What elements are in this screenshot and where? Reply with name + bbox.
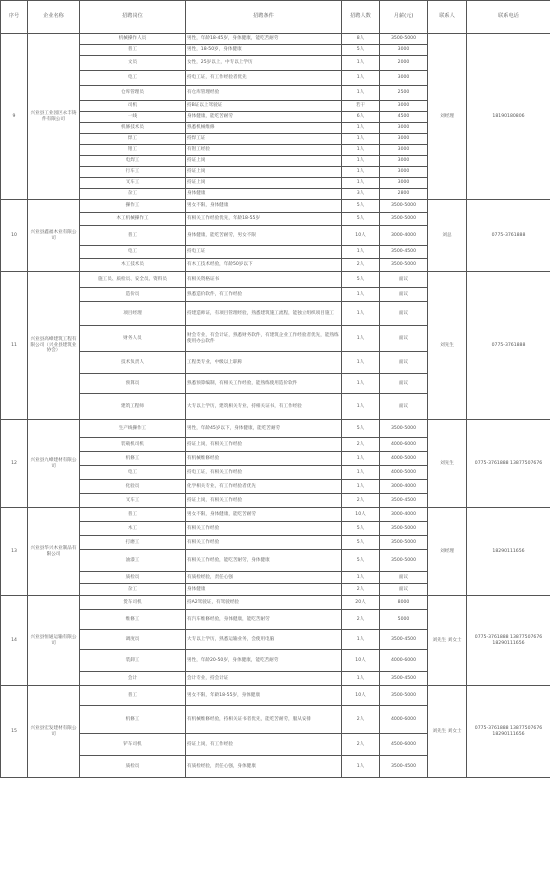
condition-cell: 工程类专业，中级以上职称: [186, 352, 342, 374]
company-name: 兴业县宏发建材有限公司: [28, 686, 80, 778]
position-cell: 项目经理: [80, 302, 186, 326]
condition-cell: 有质检经验，责任心强，身体健康: [186, 756, 342, 778]
salary-cell: 3000-4000: [380, 226, 428, 246]
condition-cell: 持证上岗: [186, 156, 342, 167]
company-no: 14: [1, 596, 28, 686]
salary-cell: 5000: [380, 610, 428, 630]
salary-cell: 面议: [380, 352, 428, 374]
condition-cell: 男女不限，身体健康: [186, 200, 342, 213]
count-cell: 1人: [342, 302, 380, 326]
position-cell: 普工: [80, 686, 186, 706]
position-cell: 施工员、质检员、安全员、资料员: [80, 272, 186, 288]
company-no: 15: [1, 686, 28, 778]
count-cell: 10人: [342, 508, 380, 522]
company-no: 9: [1, 34, 28, 200]
position-cell: 造价员: [80, 288, 186, 302]
count-cell: 2人: [342, 706, 380, 734]
count-cell: 1人: [342, 71, 380, 86]
condition-cell: 持证上岗，有相关工作经验: [186, 494, 342, 508]
table-row: [1, 686, 550, 706]
header-company: 企业名称: [28, 1, 80, 34]
company-name: 兴业县高峰建筑工程有限公司（兴业县建筑业协会）: [28, 272, 80, 420]
count-cell: 1人: [342, 86, 380, 101]
count-cell: 2人: [342, 610, 380, 630]
position-cell: 生产线操作工: [80, 420, 186, 438]
company-no: 11: [1, 272, 28, 420]
salary-cell: 2500: [380, 86, 428, 101]
condition-cell: 持证上岗: [186, 167, 342, 178]
condition-cell: 持焊工证: [186, 134, 342, 145]
company-phone: 0775-3761888 13877507676 18290111656: [467, 596, 550, 686]
position-cell: 电工: [80, 246, 186, 259]
count-cell: 2人: [342, 494, 380, 508]
condition-cell: 身体健康: [186, 584, 342, 596]
salary-cell: 4000-6000: [380, 438, 428, 452]
count-cell: 1人: [342, 452, 380, 466]
condition-cell: 男女不限，年龄18-55岁，身体健康: [186, 686, 342, 706]
header-row: [1, 1, 550, 34]
condition-cell: 持证上岗: [186, 178, 342, 189]
salary-cell: 4000-5000: [380, 452, 428, 466]
salary-cell: 3500-5000: [380, 686, 428, 706]
position-cell: 技术负责人: [80, 352, 186, 374]
count-cell: 6人: [342, 112, 380, 123]
condition-cell: 身体健康: [186, 189, 342, 200]
count-cell: 10人: [342, 226, 380, 246]
count-cell: 1人: [342, 394, 380, 420]
salary-cell: 面议: [380, 288, 428, 302]
count-cell: 1人: [342, 352, 380, 374]
count-cell: 1人: [342, 572, 380, 584]
condition-cell: 有质检经验，责任心强: [186, 572, 342, 584]
salary-cell: 面议: [380, 326, 428, 352]
position-cell: 机修技术员: [80, 123, 186, 134]
position-cell: 叉车工: [80, 178, 186, 189]
position-cell: 机修工: [80, 452, 186, 466]
count-cell: 5人: [342, 200, 380, 213]
salary-cell: 3500-5000: [380, 200, 428, 213]
position-cell: 电工: [80, 466, 186, 480]
condition-cell: 有汽车维修经验，身体健康，能吃苦耐劳: [186, 610, 342, 630]
header-conditions: 招聘条件: [186, 1, 342, 34]
salary-cell: 面议: [380, 302, 428, 326]
condition-cell: 持B证以上驾驶证: [186, 101, 342, 112]
count-cell: 1人: [342, 246, 380, 259]
position-cell: 质检员: [80, 756, 186, 778]
condition-cell: 身体健康，能吃苦耐劳，男女不限: [186, 226, 342, 246]
table-row: [1, 596, 550, 610]
count-cell: 1人: [342, 630, 380, 650]
table-row: [1, 420, 550, 438]
count-cell: 8人: [342, 34, 380, 45]
company-name: 兴业县鑫福木业有限公司: [28, 200, 80, 272]
condition-cell: 大专以上学历，建筑相关专业，持相关证书，有工作经验: [186, 394, 342, 420]
salary-cell: 3000: [380, 45, 428, 56]
count-cell: 1人: [342, 288, 380, 302]
count-cell: 1人: [342, 167, 380, 178]
company-phone: 18190180806: [467, 34, 550, 200]
position-cell: 电工: [80, 71, 186, 86]
salary-cell: 面议: [380, 584, 428, 596]
condition-cell: 有相关资格证书: [186, 272, 342, 288]
header-salary: 月薪(元): [380, 1, 428, 34]
condition-cell: 大专以上学历，熟悉运输业务，会使用电脑: [186, 630, 342, 650]
count-cell: 1人: [342, 466, 380, 480]
company-no: 10: [1, 200, 28, 272]
count-cell: 1人: [342, 145, 380, 156]
salary-cell: 3000: [380, 71, 428, 86]
position-cell: 焊工: [80, 134, 186, 145]
company-phone: 0775-3761888 13877507676 18290111656: [467, 686, 550, 778]
position-cell: 装卸工: [80, 650, 186, 672]
header-position: 招聘岗位: [80, 1, 186, 34]
salary-cell: 面议: [380, 374, 428, 394]
salary-cell: 3000: [380, 123, 428, 134]
salary-cell: 3500-4500: [380, 246, 428, 259]
position-cell: 电焊工: [80, 156, 186, 167]
count-cell: 1人: [342, 756, 380, 778]
count-cell: 5人: [342, 420, 380, 438]
condition-cell: 有相关工作经验: [186, 522, 342, 536]
salary-cell: 面议: [380, 572, 428, 584]
company-phone: 0775-3761888: [467, 272, 550, 420]
count-cell: 5人: [342, 550, 380, 572]
condition-cell: 女性，25岁以上，中专以上学历: [186, 56, 342, 71]
company-phone: 18290111656: [467, 508, 550, 596]
count-cell: 1人: [342, 156, 380, 167]
condition-cell: 男性，年龄18-45岁，身体健康，能吃苦耐劳: [186, 34, 342, 45]
count-cell: 2人: [342, 734, 380, 756]
position-cell: 杂工: [80, 584, 186, 596]
condition-cell: 化学相关专业，有工作经验者优先: [186, 480, 342, 494]
position-cell: 油漆工: [80, 550, 186, 572]
company-contact: 刘经理: [428, 34, 467, 200]
company-name: 兴业县九峰建材有限公司: [28, 420, 80, 508]
salary-cell: 3000: [380, 101, 428, 112]
position-cell: 木工技术员: [80, 259, 186, 272]
company-phone: 0775-3761888 13877507676: [467, 420, 550, 508]
salary-cell: 3500-4500: [380, 494, 428, 508]
salary-cell: 2000: [380, 56, 428, 71]
salary-cell: 3500-4500: [380, 630, 428, 650]
condition-cell: 持证上岗，有相关工作经验: [186, 438, 342, 452]
company-contact: 刘经理: [428, 508, 467, 596]
position-cell: 调度员: [80, 630, 186, 650]
header-no: 序号: [1, 1, 28, 34]
salary-cell: 面议: [380, 272, 428, 288]
count-cell: 2人: [342, 259, 380, 272]
condition-cell: 男性，18-50岁，身体健康: [186, 45, 342, 56]
count-cell: 1人: [342, 374, 380, 394]
position-cell: 机修工: [80, 706, 186, 734]
position-cell: 行车工: [80, 167, 186, 178]
condition-cell: 熟悉造价软件，有工作经验: [186, 288, 342, 302]
condition-cell: 有机械维修经验: [186, 452, 342, 466]
count-cell: 1人: [342, 134, 380, 145]
salary-cell: 4000-6000: [380, 650, 428, 672]
position-cell: 装载机司机: [80, 438, 186, 452]
company-contact: 刘总: [428, 200, 467, 272]
company-name: 兴业县恒通运输有限公司: [28, 596, 80, 686]
company-contact: 刘先生 刘女士: [428, 596, 467, 686]
count-cell: 20人: [342, 596, 380, 610]
salary-cell: 4500: [380, 112, 428, 123]
company-name: 兴业县华兴木业制品有限公司: [28, 508, 80, 596]
condition-cell: 有相关工作经验优先，年龄18-55岁: [186, 213, 342, 226]
count-cell: 10人: [342, 650, 380, 672]
salary-cell: 3000: [380, 134, 428, 145]
count-cell: 1人: [342, 480, 380, 494]
company-contact: 刘先生: [428, 272, 467, 420]
company-name: 兴业县工业园区永丰铸件有限公司: [28, 34, 80, 200]
count-cell: 1人: [342, 123, 380, 134]
salary-cell: 3500-5000: [380, 34, 428, 45]
condition-cell: 财会专业，有会计证，熟悉财务软件，有建筑企业工作经验者优先，能熟练使用办公软件: [186, 326, 342, 352]
condition-cell: 熟悉机械维修: [186, 123, 342, 134]
position-cell: 一线: [80, 112, 186, 123]
salary-cell: 3500-5000: [380, 536, 428, 550]
salary-cell: 3000: [380, 156, 428, 167]
position-cell: 文员: [80, 56, 186, 71]
condition-cell: 有木工技术经验，年龄50岁以下: [186, 259, 342, 272]
condition-cell: 持A2驾驶证，有驾驶经验: [186, 596, 342, 610]
count-cell: 1人: [342, 326, 380, 352]
position-cell: 仓库管理员: [80, 86, 186, 101]
condition-cell: 持证上岗，有工作经验: [186, 734, 342, 756]
salary-cell: 8000: [380, 596, 428, 610]
condition-cell: 男性，年龄20-50岁，身体健康，能吃苦耐劳: [186, 650, 342, 672]
condition-cell: 身体健康，能吃苦耐劳: [186, 112, 342, 123]
position-cell: 预算员: [80, 374, 186, 394]
position-cell: 货车司机: [80, 596, 186, 610]
position-cell: 司机: [80, 101, 186, 112]
count-cell: 2人: [342, 438, 380, 452]
condition-cell: 会计专业，持会计证: [186, 672, 342, 686]
count-cell: 5人: [342, 45, 380, 56]
table-row: [1, 508, 550, 522]
company-phone: 0775-3761888: [467, 200, 550, 272]
count-cell: 2人: [342, 584, 380, 596]
count-cell: 10人: [342, 686, 380, 706]
count-cell: 5人: [342, 272, 380, 288]
table-row: [1, 200, 550, 213]
position-cell: 维修工: [80, 610, 186, 630]
count-cell: 1人: [342, 178, 380, 189]
table-row: [1, 34, 550, 45]
salary-cell: 3000-4000: [380, 508, 428, 522]
salary-cell: 3500-5000: [380, 420, 428, 438]
position-cell: 会计: [80, 672, 186, 686]
position-cell: 木工: [80, 522, 186, 536]
company-no: 13: [1, 508, 28, 596]
count-cell: 5人: [342, 536, 380, 550]
salary-cell: 3500-4500: [380, 756, 428, 778]
count-cell: 5人: [342, 213, 380, 226]
position-cell: 打磨工: [80, 536, 186, 550]
header-count: 招聘人数: [342, 1, 380, 34]
position-cell: 化验员: [80, 480, 186, 494]
header-phone: 联系电话: [467, 1, 550, 34]
salary-cell: 3500-5000: [380, 522, 428, 536]
condition-cell: 持建造师证，有项目管理经验，熟悉建筑施工流程，能独立组织项目施工: [186, 302, 342, 326]
condition-cell: 男女不限，身体健康，能吃苦耐劳: [186, 508, 342, 522]
salary-cell: 3500-5000: [380, 213, 428, 226]
condition-cell: 有仓库管理经验: [186, 86, 342, 101]
count-cell: 5人: [342, 522, 380, 536]
condition-cell: 有机械维修经验，持相关证书者优先，能吃苦耐劳，服从安排: [186, 706, 342, 734]
count-cell: 1人: [342, 56, 380, 71]
position-cell: 叉车工: [80, 494, 186, 508]
count-cell: 1人: [342, 672, 380, 686]
condition-cell: 熟悉预算编制，有相关工作经验，能熟练使用造价软件: [186, 374, 342, 394]
position-cell: 杂工: [80, 189, 186, 200]
salary-cell: 3000: [380, 167, 428, 178]
condition-cell: 有钳工经验: [186, 145, 342, 156]
company-contact: 刘先生: [428, 420, 467, 508]
position-cell: 普工: [80, 226, 186, 246]
salary-cell: 3000: [380, 145, 428, 156]
condition-cell: 持电工证: [186, 246, 342, 259]
position-cell: 机械操作人员: [80, 34, 186, 45]
salary-cell: 4000-6000: [380, 706, 428, 734]
position-cell: 木工机械操作工: [80, 213, 186, 226]
condition-cell: 持电工证，有工作经验者优先: [186, 71, 342, 86]
position-cell: 普工: [80, 508, 186, 522]
position-cell: 建筑工程师: [80, 394, 186, 420]
table-body: [1, 34, 550, 778]
position-cell: 普工: [80, 45, 186, 56]
salary-cell: 3000: [380, 178, 428, 189]
table-row: [1, 272, 550, 288]
position-cell: 铲车司机: [80, 734, 186, 756]
company-no: 12: [1, 420, 28, 508]
salary-cell: 4500-6000: [380, 734, 428, 756]
position-cell: 操作工: [80, 200, 186, 213]
condition-cell: 男性，年龄45岁以下，身体健康，能吃苦耐劳: [186, 420, 342, 438]
salary-cell: 2800: [380, 189, 428, 200]
salary-cell: 4000-5000: [380, 466, 428, 480]
position-cell: 钳工: [80, 145, 186, 156]
salary-cell: 3500-4500: [380, 672, 428, 686]
salary-cell: 3500-5000: [380, 259, 428, 272]
condition-cell: 有相关工作经验: [186, 536, 342, 550]
salary-cell: 面议: [380, 394, 428, 420]
count-cell: 3人: [342, 189, 380, 200]
header-contact: 联系人: [428, 1, 467, 34]
count-cell: 若干: [342, 101, 380, 112]
company-contact: 刘先生 刘女士: [428, 686, 467, 778]
condition-cell: 持电工证，有相关工作经验: [186, 466, 342, 480]
position-cell: 财务人员: [80, 326, 186, 352]
condition-cell: 有相关工作经验，能吃苦耐劳，身体健康: [186, 550, 342, 572]
position-cell: 质检员: [80, 572, 186, 584]
salary-cell: 3000-4000: [380, 480, 428, 494]
salary-cell: 3500-5000: [380, 550, 428, 572]
